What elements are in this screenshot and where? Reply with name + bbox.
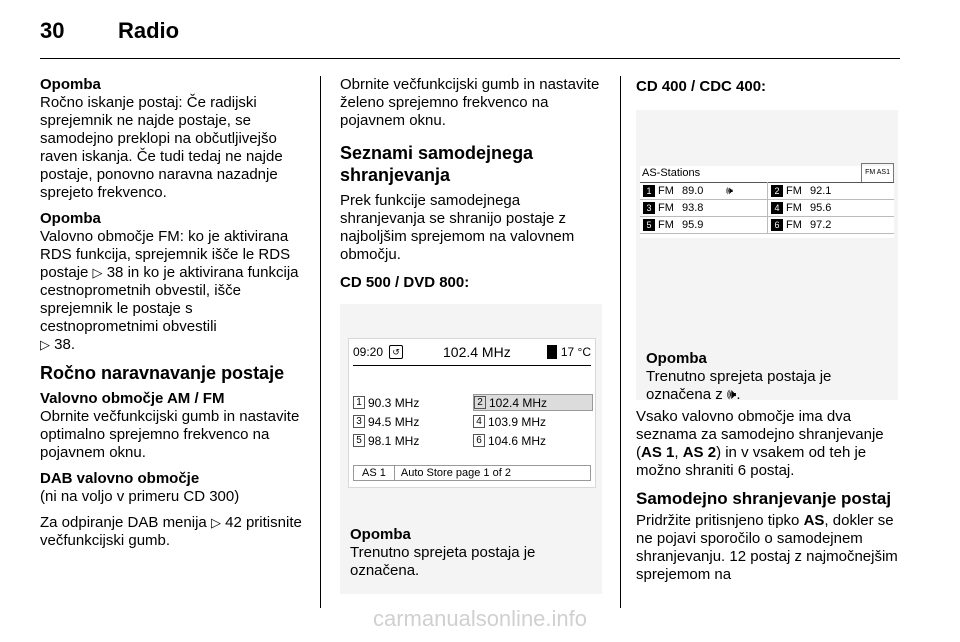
radio-screen — [640, 166, 894, 238]
column-1 — [40, 76, 308, 558]
screen-divider — [353, 365, 591, 366]
page-header — [40, 18, 179, 48]
figure-caption: CD 400 / CDC 400: — [636, 78, 767, 95]
subheading-am-fm: Valovno območje AM / FM — [40, 390, 225, 407]
heading-autostore-lists: Seznami samodejnega shranjevanja — [340, 143, 534, 185]
autostore-page-label: Auto Store page 1 of 2 — [400, 467, 511, 479]
heading-manual-tuning: Ročno naravnavanje postaje — [40, 363, 285, 383]
preset-row — [640, 217, 894, 234]
preset-grid — [353, 393, 593, 450]
temperature: 17 °C — [560, 345, 591, 359]
preset-1[interactable]: 1 FM 89.0 🕪 — [640, 182, 767, 200]
note-2: Opomba Valovno območje FM: ko je aktivirana RDS funkcija, sprejemnik išče le RDS postaje ▷ 38 in ko je aktivirana funkcija cestnoprometnih obvestil, išče sprejemnik le postaje s cestnoprometnimi obvestili ▷ 38. — [40, 210, 308, 354]
as-button[interactable]: AS 1 — [354, 466, 395, 480]
column-3 — [636, 76, 906, 592]
note-text: Trenutno sprejeta postaja je označena z — [646, 368, 832, 403]
page-ref[interactable]: 38 — [106, 264, 124, 281]
column-divider — [320, 76, 321, 608]
page-ref[interactable]: 38. — [54, 336, 76, 353]
radio-screen — [348, 338, 596, 488]
speaker-icon: 🕪 — [726, 185, 733, 197]
band-tag: FM AS1 — [861, 163, 894, 182]
paragraph: Vsako valovno območje ima dva seznama za samodejno shranjevanje (AS 1, AS 2) in v vsakem od teh je možno shraniti 6 postaj. — [636, 408, 884, 479]
preset-5[interactable]: 5 FM 95.9 — [640, 216, 767, 234]
preset-4[interactable]: 4 103.9 MHz — [473, 413, 593, 430]
preset-2-selected[interactable]: 2 102.4 MHz — [473, 394, 593, 411]
page-ref[interactable]: 42 — [225, 514, 242, 531]
paragraph: Prek funkcije samodejnega shranjevanja se shranijo postaje z najboljšim sprejemom na valovnem območju. — [340, 192, 575, 263]
header-rule — [40, 58, 900, 59]
page-ref-arrow-icon: ▷ — [210, 515, 221, 530]
note-heading: Opomba — [350, 526, 411, 543]
paragraph: (ni na voljo v primeru CD 300) — [40, 488, 240, 505]
screen-top-bar — [353, 343, 591, 361]
column-2 — [340, 76, 608, 594]
watermark: carmanualsonline.info — [372, 606, 588, 631]
note-heading: Opomba — [40, 76, 101, 93]
preset-row — [640, 200, 894, 217]
preset-1[interactable]: 1 90.3 MHz — [353, 394, 473, 411]
note-heading: Opomba — [40, 210, 101, 227]
preset-row — [353, 393, 593, 412]
section-title: Radio — [118, 18, 180, 43]
preset-2[interactable]: 2 FM 92.1 — [767, 182, 894, 200]
column-divider — [620, 76, 621, 608]
paragraph-dab: Za odpiranje DAB menija ▷ 42 pritisnite večfunkcijski gumb. — [40, 514, 302, 549]
preset-3[interactable]: 3 FM 93.8 — [640, 199, 767, 217]
page-ref-arrow-icon: ▷ — [40, 337, 50, 352]
heading-autostore: Samodejno shranjevanje postaj — [636, 489, 892, 508]
preset-6[interactable]: 6 FM 97.2 — [767, 216, 894, 234]
figure-caption: CD 500 / DVD 800: — [340, 274, 470, 291]
note-text: Ročno iskanje postaj: Če radijski sprejemnik ne najde postaje, se samodejno preklopi na občutljivejšo raven iskanja. Če tudi tedaj ne najde postaje, ponovno naravna nazadnje sprejeto frekvenco. — [40, 94, 283, 201]
preset-5[interactable]: 5 98.1 MHz — [353, 432, 473, 449]
page-number: 30 — [40, 18, 65, 43]
page-ref-arrow-icon: ▷ — [92, 265, 103, 280]
clock-time: 09:20 — [353, 345, 384, 359]
figure-cd400 — [636, 110, 898, 403]
clock-icon: ↺ — [389, 345, 403, 359]
preset-4[interactable]: 4 FM 95.6 — [767, 199, 894, 217]
autostore-footer — [353, 465, 591, 481]
figure-note — [340, 516, 602, 580]
preset-row — [353, 431, 593, 450]
paragraph: Obrnite večfunkcijski gumb in nastavite optimalno sprejemno frekvenco na pojavnem oknu. — [40, 408, 300, 461]
note-1 — [40, 76, 308, 202]
subheading-dab: DAB valovno območje — [40, 470, 200, 487]
speaker-icon: 🕪 — [726, 386, 737, 403]
screen-title: AS-Stations — [642, 167, 701, 179]
thermometer-icon — [547, 345, 557, 359]
preset-row — [640, 183, 894, 200]
preset-3[interactable]: 3 94.5 MHz — [353, 413, 473, 430]
paragraph: Pridržite pritisnjeno tipko AS, dokler se ne pojavi sporočilo o samodejnem shranjevanju. 12 postaj z najmočnejšim sprejemom na — [636, 512, 898, 583]
paragraph: Obrnite večfunkcijski gumb in nastavite želeno sprejemno frekvenco na pojavnem oknu. — [340, 76, 600, 129]
current-frequency: 102.4 MHz — [443, 344, 511, 360]
note-text: Trenutno sprejeta postaja je označena. — [350, 544, 536, 579]
figure-note: Opomba Trenutno sprejeta postaja je označena z 🕪. — [636, 340, 898, 404]
preset-6[interactable]: 6 104.6 MHz — [473, 432, 593, 449]
preset-row — [353, 412, 593, 431]
figure-cd500 — [340, 304, 602, 594]
note-heading: Opomba — [646, 350, 707, 367]
screen-title-bar — [640, 166, 894, 182]
